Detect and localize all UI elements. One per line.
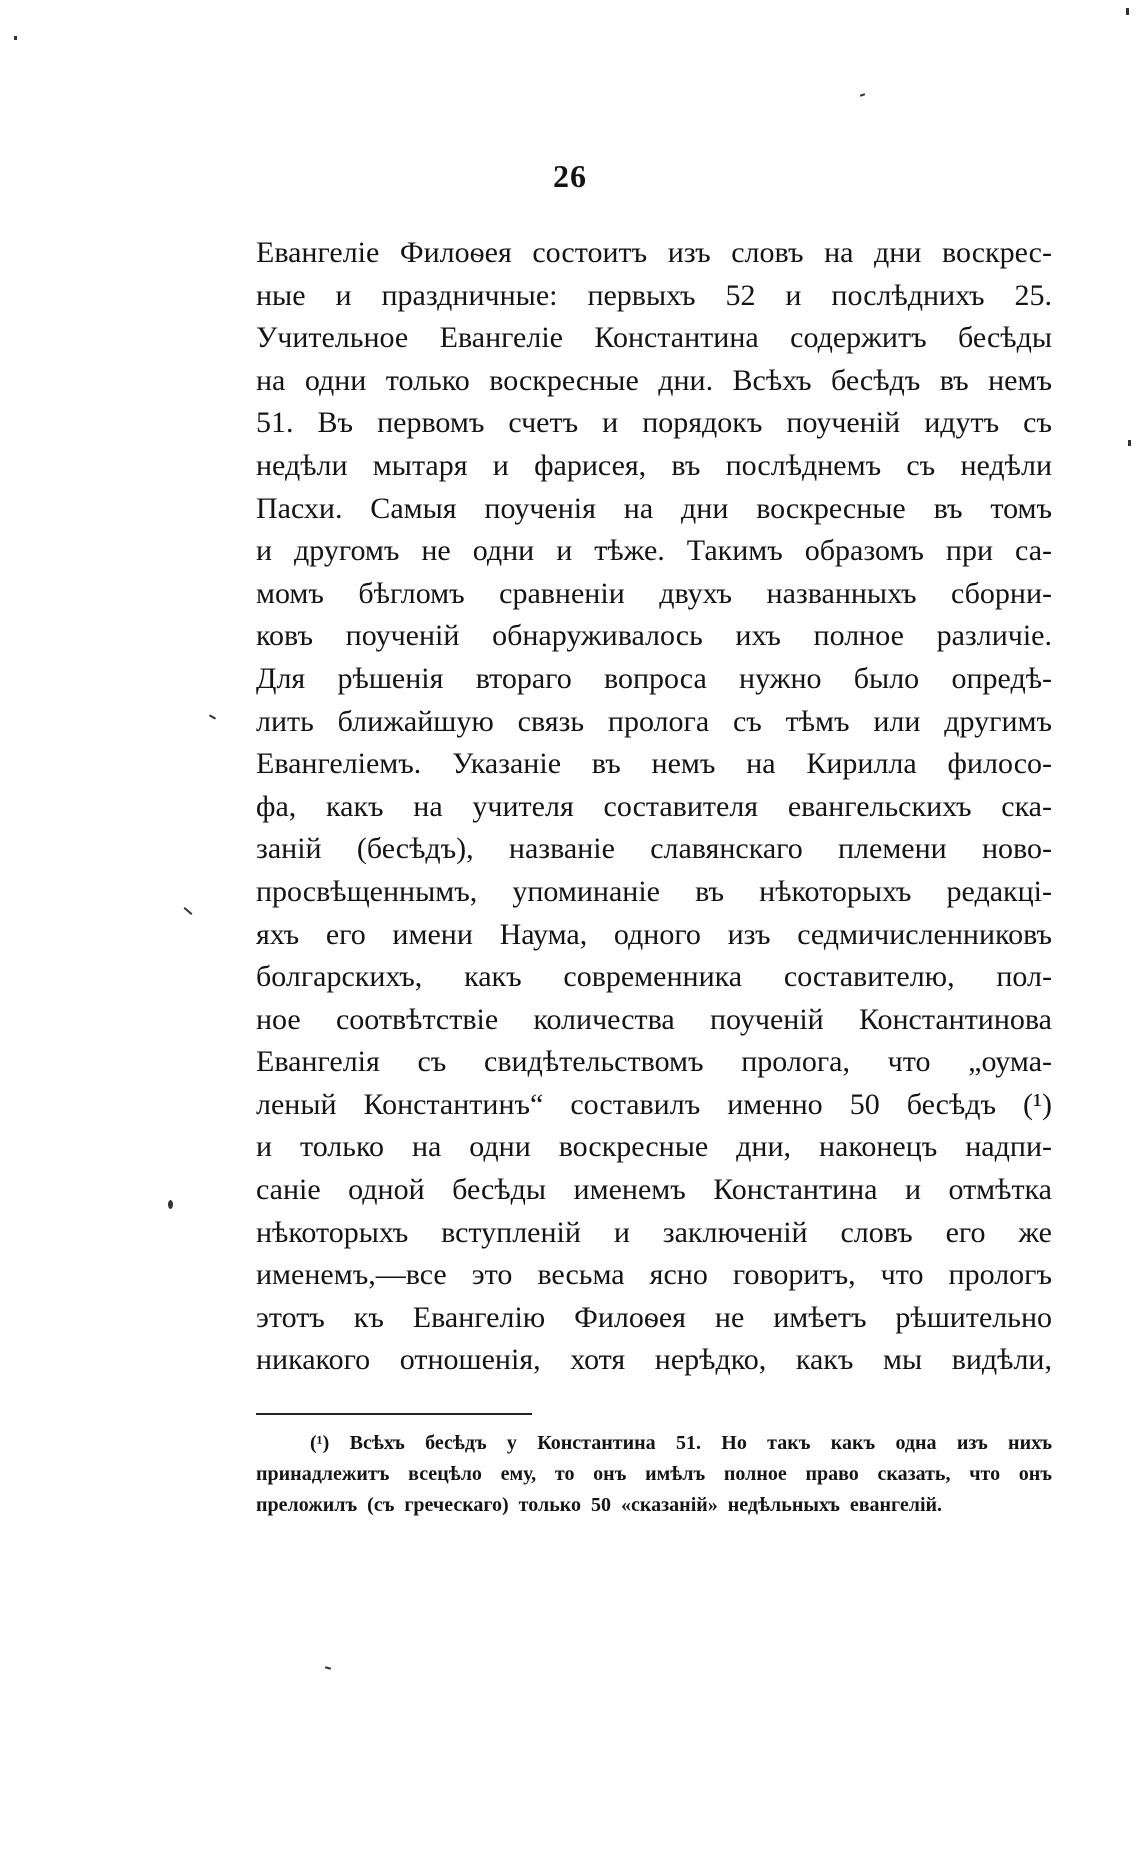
footnote [256, 1428, 1052, 1521]
body-line: Евангеліемъ. Указаніе въ немъ на Кирилла филосо- [256, 747, 1052, 781]
body-line: Евангеліе Филоѳея состоитъ изъ словъ на дни воскрес- [256, 236, 1052, 269]
footnote-line: (¹) Всѣхъ бесѣдъ у Константина 51. Но такъ какъ одна изъ нихъ [310, 1432, 1052, 1454]
body-line: 51. Въ первомъ счетъ и порядокъ поученій идутъ съ [256, 406, 1052, 440]
scan-speck [1128, 440, 1131, 446]
body-line: ковъ поученій обнаруживалось ихъ полное различіе. [256, 619, 1052, 653]
body-line: и другомъ не одни и тѣже. Такимъ образомъ при са- [256, 534, 1052, 568]
body-line: недѣли мытаря и фарисея, въ послѣднемъ съ недѣли [256, 448, 1052, 482]
body-line: Евангелія съ свидѣтельствомъ пролога, что „оума- [256, 1045, 1052, 1079]
body-text [256, 232, 1052, 1382]
footnote-divider [256, 1413, 532, 1415]
footnote-line: принадлежитъ всецѣло ему, то онъ имѣлъ полное право сказать, что онъ [256, 1463, 1052, 1485]
body-line: никакого отношенія, хотя нерѣдко, какъ мы видѣли, [256, 1343, 1052, 1377]
body-line: просвѣщеннымъ, упоминаніе въ нѣкоторыхъ редакці- [256, 874, 1052, 908]
scan-speck [325, 1666, 331, 1669]
body-line: этотъ къ Евангелію Филоѳея не имѣетъ рѣшительно [256, 1300, 1052, 1334]
body-line: леный Константинъ“ составилъ именно 50 бесѣдъ (¹) [256, 1087, 1052, 1121]
body-line: Учительное Евангеліе Константина содержитъ бесѣды [256, 321, 1052, 355]
body-line: яхъ его имени Наума, одного изъ седмичисленниковъ [256, 917, 1052, 951]
body-line: ное соотвѣтствіе количества поученій Константинова [256, 1002, 1052, 1036]
scan-speck [14, 36, 17, 40]
footnote-line: преложилъ (съ греческаго) только 50 «сказаній» недѣльныхъ евангелій. [256, 1494, 943, 1516]
body-line: заній (бесѣдъ), названіе славянскаго племени ново- [256, 832, 1052, 866]
scan-speck [860, 93, 865, 97]
body-line: нѣкоторыхъ вступленій и заключеній словъ его же [256, 1215, 1052, 1249]
body-line: саніе одной бесѣды именемъ Константина и отмѣтка [256, 1173, 1052, 1207]
body-line: ные и праздничные: первыхъ 52 и послѣднихъ 25. [256, 278, 1052, 312]
body-line: на одни только воскресные дни. Всѣхъ бесѣдъ въ немъ [256, 363, 1052, 397]
scan-speck [209, 714, 216, 719]
body-line: именемъ,—все это весьма ясно говоритъ, что прологъ [256, 1258, 1052, 1292]
body-line: лить ближайшую связь пролога съ тѣмъ или другимъ [256, 704, 1052, 738]
body-line: фа, какъ на учителя составителя евангельскихъ ска- [256, 789, 1052, 823]
body-line: и только на одни воскресные дни, наконецъ надпи- [256, 1130, 1052, 1164]
scan-speck [184, 907, 193, 915]
scan-speck [1126, 8, 1129, 15]
scan-speck [168, 1200, 173, 1209]
body-line: момъ бѣгломъ сравненіи двухъ названныхъ сборни- [256, 576, 1052, 610]
body-line: болгарскихъ, какъ современника составителю, пол- [256, 960, 1052, 994]
body-line: Для рѣшенія втораго вопроса нужно было опредѣ- [256, 661, 1052, 695]
page-number: 26 [553, 158, 587, 194]
body-line: Пасхи. Самыя поученія на дни воскресные въ томъ [256, 491, 1052, 525]
